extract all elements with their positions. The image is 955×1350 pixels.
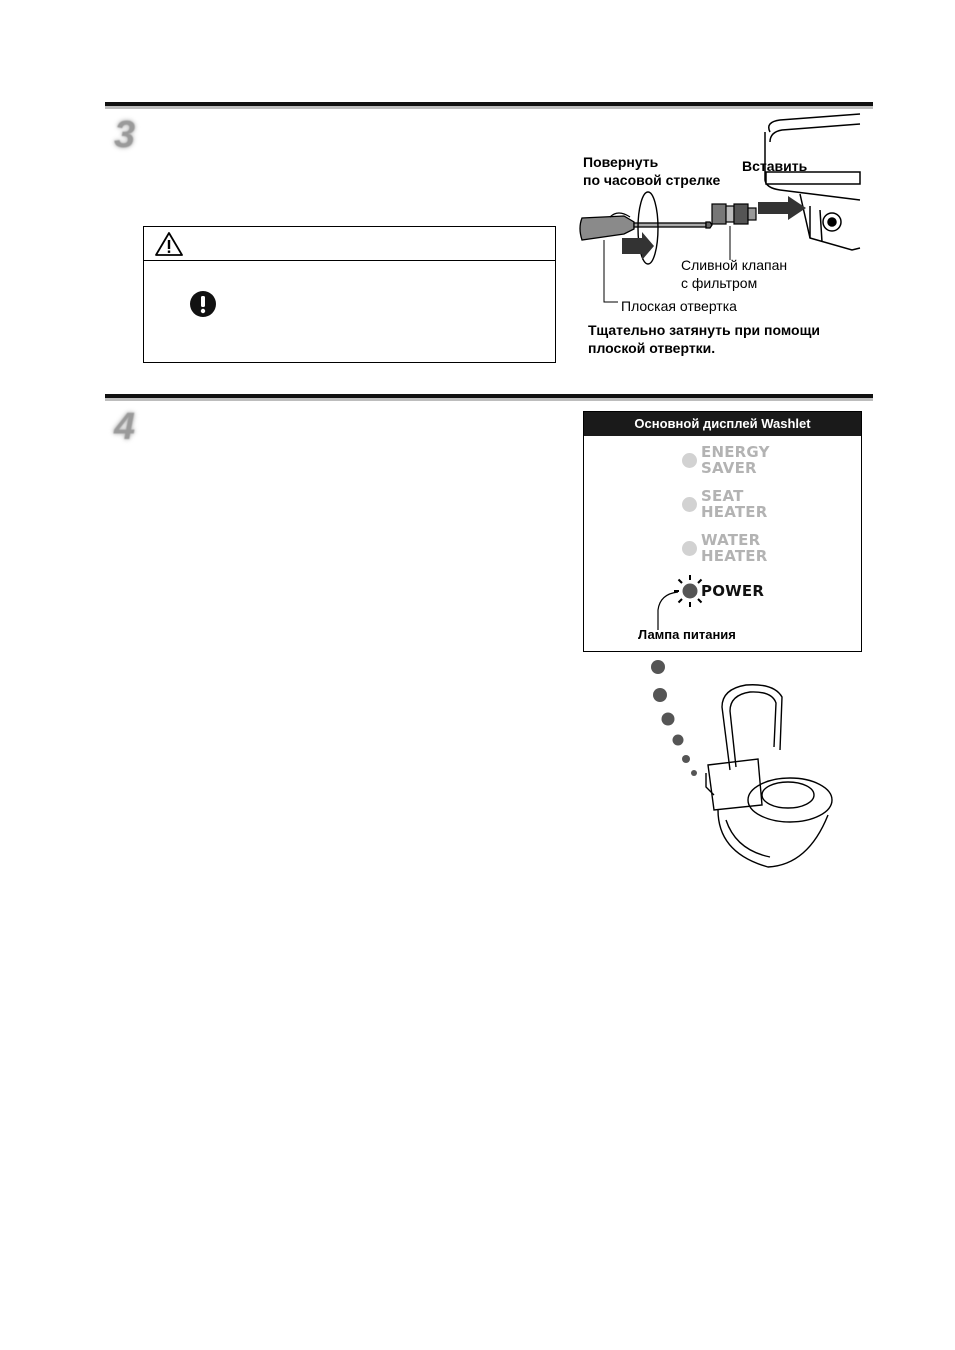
drain-valve-drawing <box>712 204 756 224</box>
power-lamp-label: Лампа питания <box>638 627 736 642</box>
washlet-toilet-illustration <box>640 655 840 870</box>
seat-heater-label: SEAT HEATER <box>701 487 768 521</box>
screwdriver-label: Плоская отвертка <box>621 298 737 314</box>
step4-number: 4 <box>114 406 136 448</box>
valve-label: Сливной клапан с фильтром <box>681 257 788 291</box>
insert-label: Вставить <box>742 158 808 174</box>
energy-saver-indicator-light <box>682 453 697 468</box>
power-label: POWER <box>701 582 765 600</box>
tighten-instruction: Тщательно затянуть при помощи плоской отвертки. <box>588 322 820 356</box>
washlet-display-panel <box>583 411 862 652</box>
water-heater-label: WATER HEATER <box>701 531 768 565</box>
caution-header <box>144 227 555 261</box>
mandatory-exclamation-icon <box>189 290 217 318</box>
display-title: Основной дисплей Washlet <box>584 412 861 436</box>
caution-box <box>143 226 556 363</box>
screwdriver-drawing <box>580 213 712 240</box>
toilet-drawing <box>706 685 832 867</box>
seat-heater-indicator-light <box>682 497 697 512</box>
washlet-body-drawing <box>765 114 860 250</box>
water-heater-indicator-light <box>682 541 697 556</box>
warning-triangle-icon <box>154 231 184 257</box>
insert-arrow-icon <box>758 196 806 220</box>
step3-divider <box>105 102 873 109</box>
blinking-dots <box>651 660 697 776</box>
energy-saver-label: ENERGY SAVER <box>701 443 770 477</box>
rotate-clockwise-label: Повернуть по часовой стрелке <box>583 154 721 188</box>
step3-number: 3 <box>114 114 136 156</box>
step4-divider <box>105 394 873 401</box>
